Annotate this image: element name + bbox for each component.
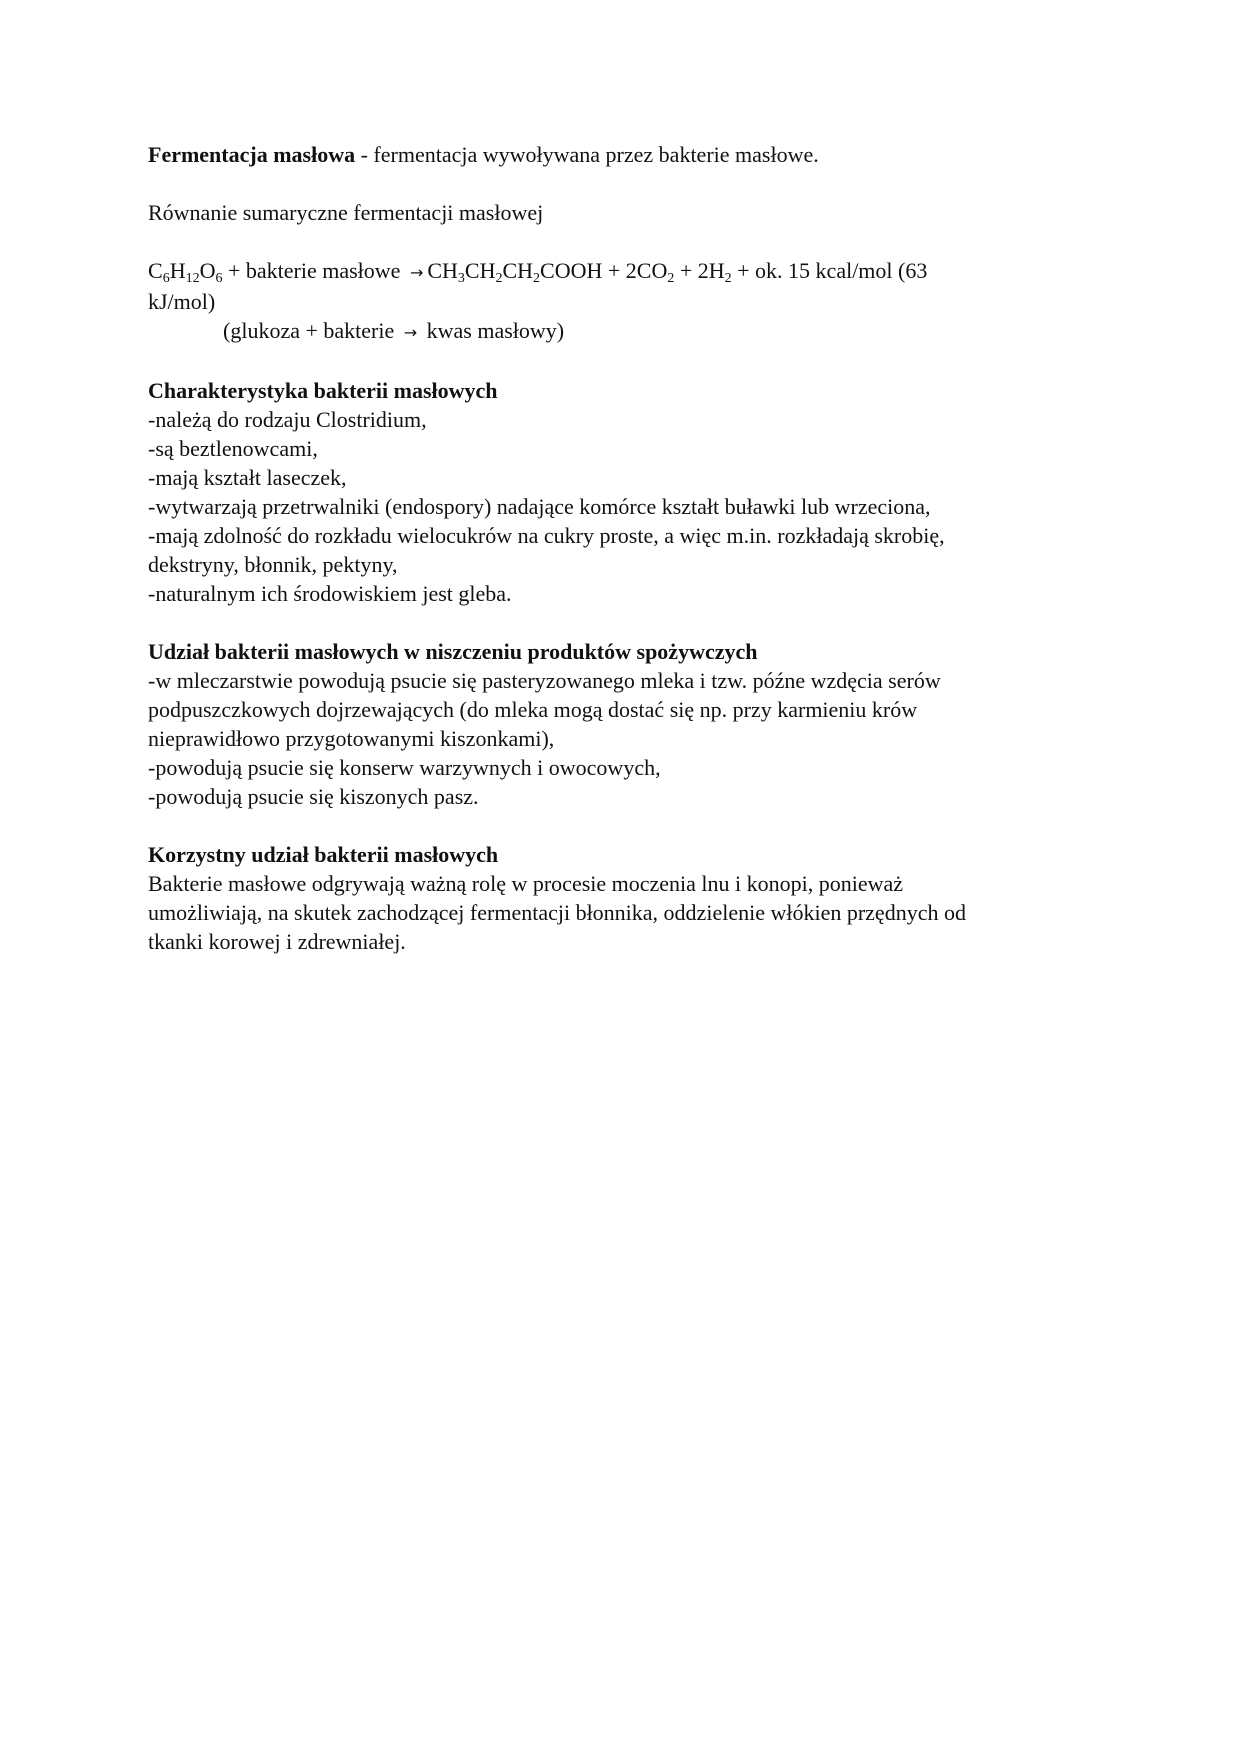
reaction-arrow-icon: →	[409, 263, 424, 282]
spoilage-line: -powodują psucie się konserw warzywnych i owocowych,	[148, 755, 661, 780]
characteristics-line: -należą do rodzaju Clostridium,	[148, 407, 427, 432]
equation-heading: Równanie sumaryczne fermentacji masłowej	[148, 200, 544, 225]
intro-paragraph	[148, 140, 1088, 169]
characteristics-line: -wytwarzają przetrwalniki (endospory) nadające komórce kształt buławki lub wrzeciona,	[148, 494, 931, 519]
characteristics-line: dekstryny, błonnik, pektyny,	[148, 552, 398, 577]
spoilage-heading: Udział bakterii masłowych w niszczeniu produktów spożywczych	[148, 639, 758, 664]
spoilage-line: -w mleczarstwie powodują psucie się pasteryzowanego mleka i tzw. późne wzdęcia serów	[148, 668, 941, 693]
document-page	[148, 140, 1088, 956]
benefits-heading: Korzystny udział bakterii masłowych	[148, 842, 499, 867]
characteristics-heading: Charakterystyka bakterii masłowych	[148, 378, 498, 403]
spoilage-line: -powodują psucie się kiszonych pasz.	[148, 784, 479, 809]
equation-note: (glukoza + bakterie → kwas masłowy)	[223, 318, 565, 343]
intro-term: Fermentacja masłowa	[148, 142, 356, 167]
benefits-line: tkanki korowej i zdrewniałej.	[148, 929, 406, 954]
characteristics-line: -mają zdolność do rozkładu wielocukrów na cukry proste, a więc m.in. rozkładają skrobię,	[148, 523, 945, 548]
benefits-line: umożliwiają, na skutek zachodzącej fermentacji błonnika, oddzielenie włókien przędnych od	[148, 900, 966, 925]
benefits-line: Bakterie masłowe odgrywają ważną rolę w procesie moczenia lnu i konopi, ponieważ	[148, 871, 904, 896]
chemical-equation: $C_6H_{12}O_6$ + bakterie masłowe → $CH_3CH_2CH_2COOH + 2CO_2 + 2H_2$ + ok. 15 kcal/mol (63	[148, 258, 928, 286]
intro-definition: - fermentacja wywoływana przez bakterie masłowe.	[355, 142, 819, 167]
characteristics-line: -naturalnym ich środowiskiem jest gleba.	[148, 581, 512, 606]
reaction-arrow-icon: →	[403, 323, 418, 342]
spoilage-line: nieprawidłowo przygotowanymi kiszonkami),	[148, 726, 555, 751]
characteristics-line: -mają kształt laseczek,	[148, 465, 347, 490]
characteristics-line: -są beztlenowcami,	[148, 436, 318, 461]
spoilage-line: podpuszczkowych dojrzewających (do mleka mogą dostać się np. przy karmieniu krów	[148, 697, 918, 722]
equation-energy-continuation: kJ/mol)	[148, 289, 216, 314]
